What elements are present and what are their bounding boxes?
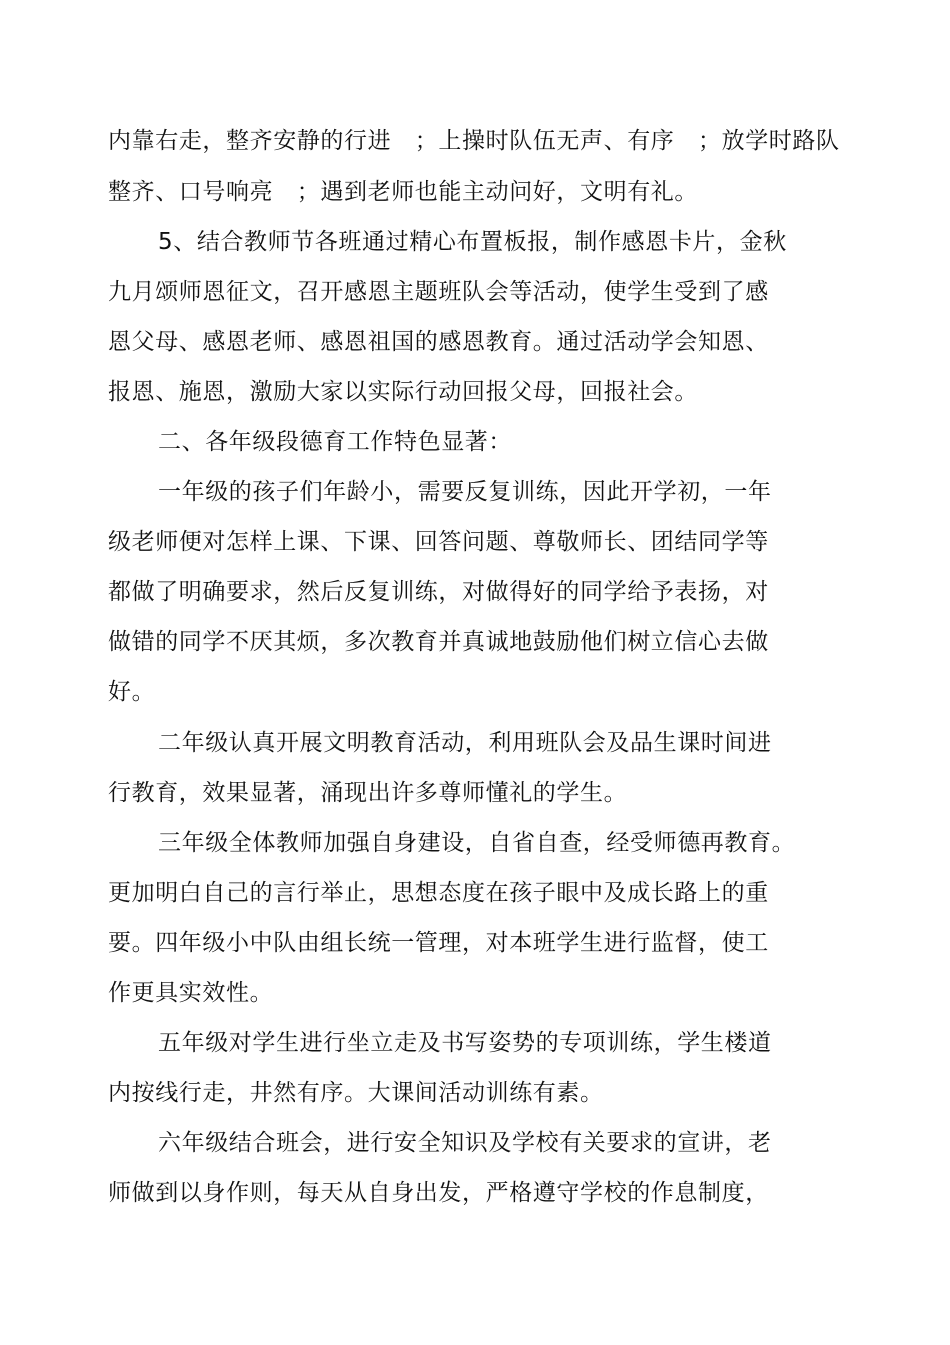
text-line: 整齐、口号响亮 ；遇到老师也能主动问好，文明有礼。 [108, 179, 698, 205]
text-line: 内靠右走，整齐安静的行进 ；上操时队伍无声、有序 ；放学时路队 [108, 128, 840, 154]
paragraph-start-line: 三年级全体教师加强自身建设，自省自查，经受师德再教育。 [158, 830, 796, 856]
section-heading: 二、各年级段德育工作特色显著： [158, 429, 512, 455]
text-line: 行教育，效果显著，涌现出许多尊师懂礼的学生。 [108, 780, 628, 806]
text-line: 报恩、施恩，激励大家以实际行动回报父母，回报社会。 [108, 379, 698, 405]
text-line: 师做到以身作则，每天从自身出发，严格遵守学校的作息制度， [108, 1180, 769, 1206]
paragraph-start-line: 六年级结合班会，进行安全知识及学校有关要求的宣讲，老 [158, 1130, 772, 1156]
text-line: 好。 [108, 679, 156, 705]
text-line: 要。四年级小中队由组长统一管理，对本班学生进行监督，使工 [108, 930, 769, 956]
text-line: 都做了明确要求，然后反复训练，对做得好的同学给予表扬，对 [108, 579, 769, 605]
paragraph-start-line: 五年级对学生进行坐立走及书写姿势的专项训练，学生楼道 [158, 1030, 772, 1056]
text-line: 更加明白自己的言行举止，思想态度在孩子眼中及成长路上的重 [108, 880, 769, 906]
text-line: 九月颂师恩征文，召开感恩主题班队会等活动，使学生受到了感 [108, 279, 769, 305]
paragraph-start-line: 二年级认真开展文明教育活动，利用班队会及品生课时间进 [158, 730, 772, 756]
paragraph-start-line: 一年级的孩子们年龄小，需要反复训练，因此开学初，一年 [158, 479, 772, 505]
text-line: 恩父母、感恩老师、感恩祖国的感恩教育。通过活动学会知恩、 [108, 329, 769, 355]
text-line: 级老师便对怎样上课、下课、回答问题、尊敬师长、团结同学等 [108, 529, 769, 555]
text-line: 内按线行走，井然有序。大课间活动训练有素。 [108, 1080, 604, 1106]
paragraph-start-line: 5、结合教师节各班通过精心布置板报，制作感恩卡片，金秋 [158, 229, 787, 255]
text-line: 作更具实效性。 [108, 980, 274, 1006]
text-line: 做错的同学不厌其烦，多次教育并真诚地鼓励他们树立信心去做 [108, 629, 769, 655]
